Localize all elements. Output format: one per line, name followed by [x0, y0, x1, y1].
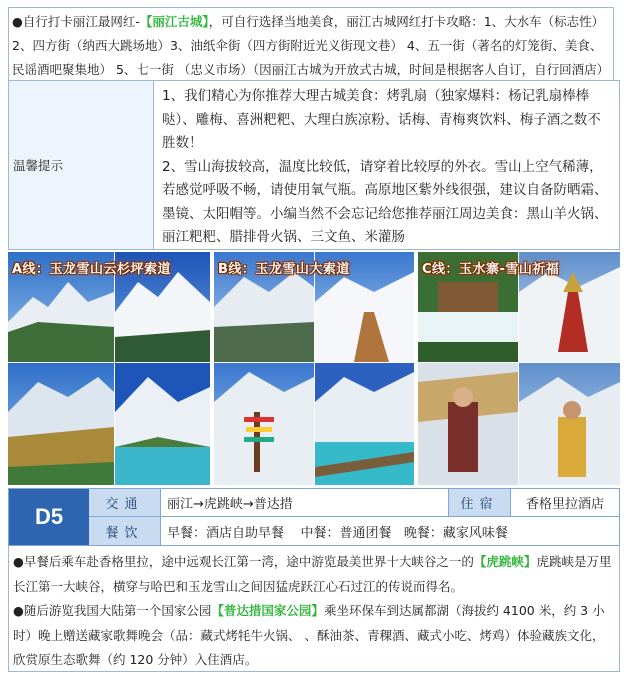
photo-column-b [214, 252, 414, 485]
tips-row [8, 80, 620, 250]
p2-text: ●随后游览我国大陆第一个国家公园 [13, 603, 212, 618]
tips-body [154, 81, 619, 249]
day-5-table [8, 488, 620, 546]
lijiang-old-town-highlight: 【丽江古城】 [139, 14, 209, 29]
line-a-photos [8, 252, 210, 485]
intro-text: ●自行打卡丽江最网红- [12, 14, 140, 29]
line-c-title: C线：玉水寨-雪山祈福 [422, 262, 560, 277]
day-badge: D5 [9, 489, 89, 545]
lodging-label: 住宿 [449, 489, 511, 517]
line-b-title: B线：玉龙雪山大索道 [218, 262, 350, 277]
line-a-title: A线：玉龙雪山云杉坪索道 [12, 262, 172, 277]
transport-route: 丽江→虎跳峡→普达措 [161, 489, 449, 517]
intro-paragraph [8, 7, 614, 80]
potatso-park-highlight: 【普达措国家公园】 [211, 603, 324, 618]
p2-text-rest: 乘坐环保车到达属都湖（海拔约 4100 米，约 3 小时）晚上赠送藏家歌舞晚会（品：藏式烤牦牛火锅、 、酥油茶、青稞酒、藏式小吃、烤鸡）体验藏族文化，欣赏原生态歌舞（约 120 分钟）入住酒店。 [13, 603, 605, 667]
line-c-photos [418, 252, 620, 485]
photo-column-a [8, 252, 210, 485]
meals-label: 餐饮 [89, 517, 161, 545]
lodging-value: 香格里拉酒店 [511, 489, 619, 517]
intro-text-rest: ，可自行选择当地美食，丽江古城网红打卡攻略：1、大水车（标志性）2、四方街（纳西大跳场地）3、油纸伞街（四方街附近光义街现文巷） 4、五一街（著名的灯笼街、美食、民谣酒吧聚集地） 5、七一街 （忠义市场）（因丽江古城为开放式古城，时间是根据客人自订，自行回酒店） [12, 14, 610, 77]
day-5-itinerary [8, 546, 620, 672]
tips-label: 温馨提示 [9, 81, 154, 249]
p1-text: ●早餐后乘车赴香格里拉，途中远观长江第一湾，途中游览最美世界十大峡谷之一的 [13, 554, 474, 569]
meals-value: 早餐：酒店自助早餐 中餐：普通团餐 晚餐：藏家风味餐 [161, 517, 619, 545]
photo-band [8, 252, 620, 485]
itinerary-para-2 [13, 599, 615, 673]
line-b-photos [214, 252, 414, 485]
transport-label: 交通 [89, 489, 161, 517]
photo-column-c [418, 252, 620, 485]
itinerary-para-1 [13, 550, 615, 599]
tiger-leaping-gorge-highlight: 【虎跳峡】 [473, 554, 537, 569]
tip-1: 1、我们精心为你推荐大理古城美食：烤乳扇（独家爆料：杨记乳扇棒棒哒）、雕梅、喜洲粑粑、大理白族凉粉、话梅、青梅爽饮料、梅子酒之数不胜数！ [162, 88, 601, 151]
p1-text-rest: 虎跳峡是万里长江第一大峡谷，横穿与哈巴和玉龙雪山之间因猛虎跃江心石过江的传说而得名。 [13, 554, 612, 594]
tip-2: 2、雪山海拔较高，温度比较低，请穿着比较厚的外衣。雪山上空气稀薄，若感觉呼吸不畅，请使用氧气瓶。高原地区紫外线很强，建议自备防晒霜、墨镜、太阳帽等。小编当然不会忘记给您推荐丽江周边美食：黑山羊火锅、丽江粑粑、腊排骨火锅、三文鱼、米灌肠 [162, 158, 608, 245]
